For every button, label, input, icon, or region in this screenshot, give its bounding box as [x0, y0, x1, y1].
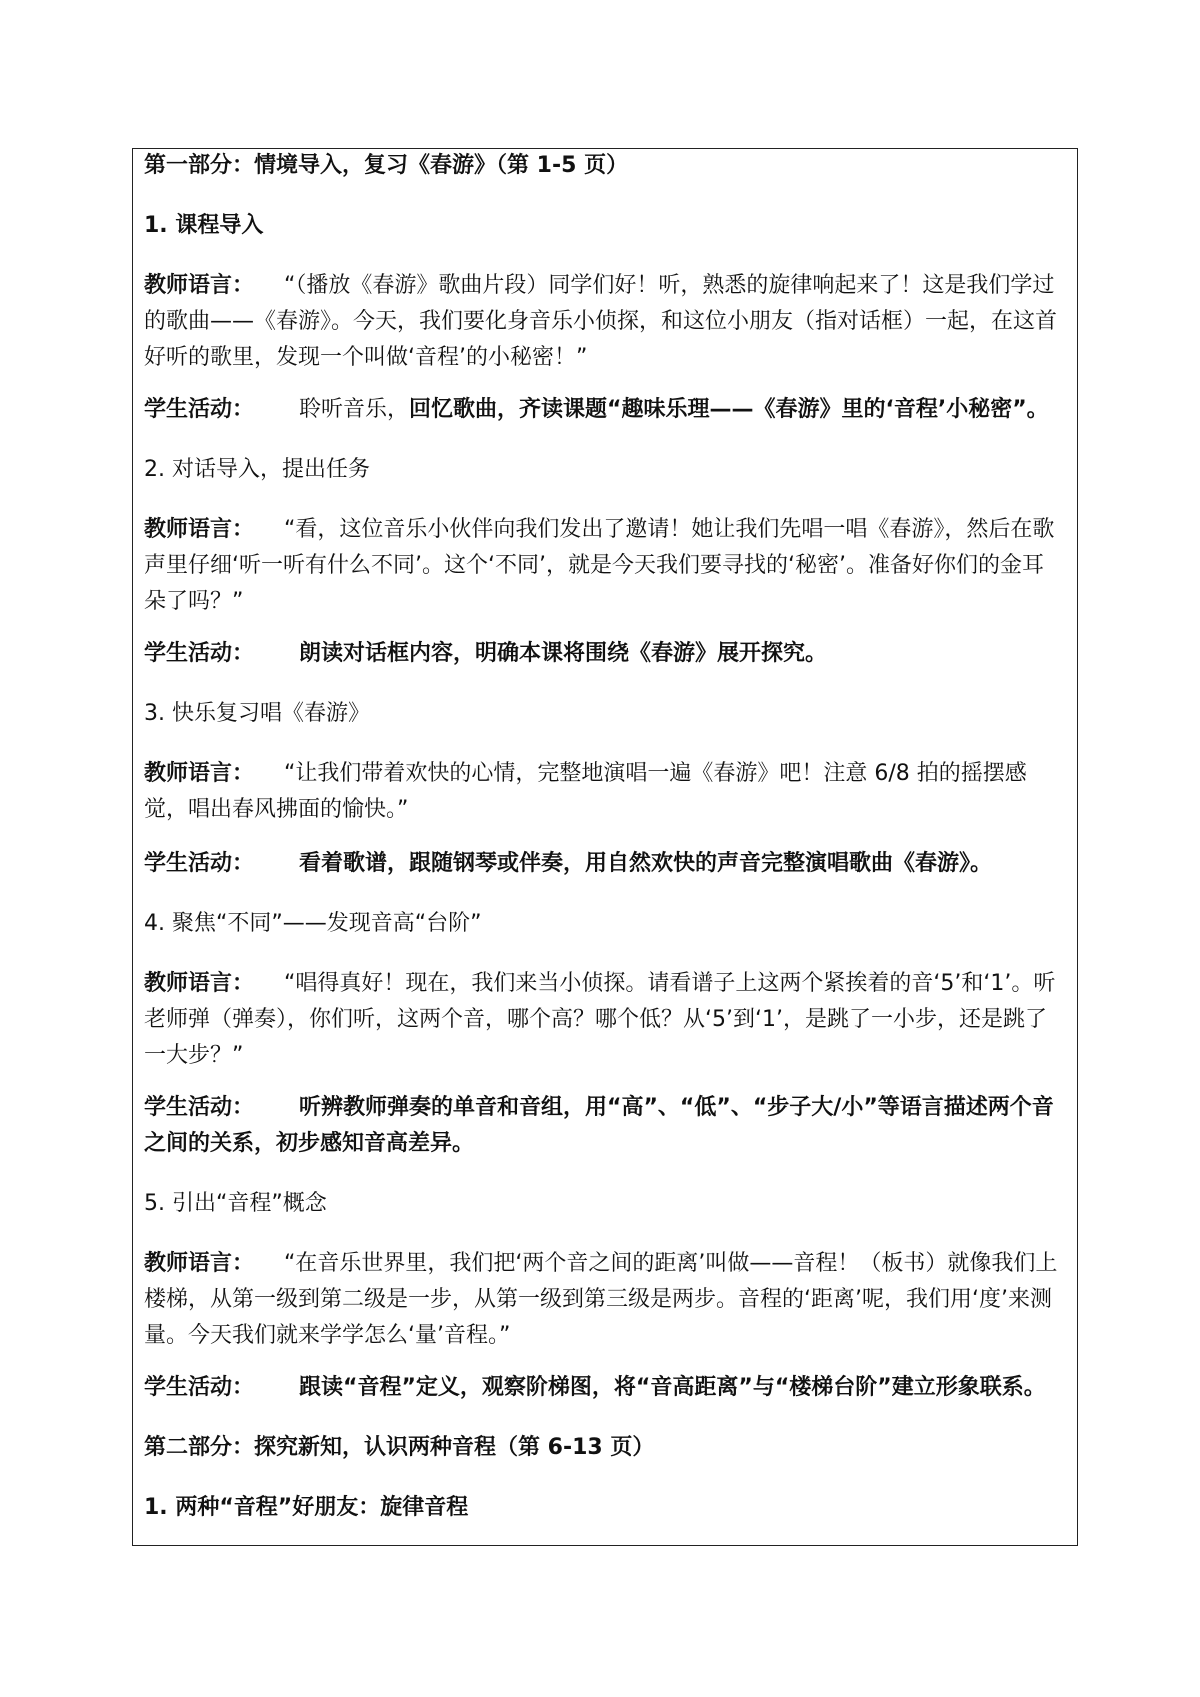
student-text-plain: 聆听音乐，	[299, 397, 410, 422]
section1-heading: 1. 课程导入	[144, 213, 264, 238]
student-text-bold: 看着歌谱，跟随钢琴或伴奏，用自然欢快的声音完整演唱歌曲《春游》。	[299, 851, 993, 876]
section3-heading: 3. 快乐复习唱《春游》	[144, 701, 370, 726]
student-text-bold: 朗读对话框内容，明确本课将围绕《春游》展开探究。	[299, 641, 828, 666]
teacher-text: “看，这位音乐小伙伴向我们发出了邀请！她让我们先唱一唱《春游》，然后在歌声里仔细‘听一听有什么不同’。这个‘不同’，就是今天我们要寻找的‘秘密’。准备好你们的金耳朵了吗？”	[144, 517, 1055, 614]
section2-teacher-paragraph	[144, 512, 1064, 620]
student-label: 学生活动：	[144, 851, 255, 876]
teacher-text: “（播放《春游》歌曲片段）同学们好！听，熟悉的旋律响起来了！这是我们学过的歌曲——《春游》。今天，我们要化身音乐小侦探，和这位小朋友（指对话框）一起，在这首好听的歌里，发现一个叫做‘音程’的小秘密！”	[144, 273, 1058, 370]
student-text-bold: 听辨教师弹奏的单音和音组，用“高”、“低”、“步子大/小”等语言描述两个音之间的关系，初步感知音高差异。	[144, 1095, 1054, 1156]
section5-heading: 5. 引出“音程”概念	[144, 1191, 327, 1216]
teacher-text: “让我们带着欢快的心情，完整地演唱一遍《春游》吧！注意 6/8 拍的摇摆感觉，唱出春风拂面的愉快。”	[144, 761, 1027, 822]
section4-teacher-paragraph	[144, 966, 1064, 1074]
student-label: 学生活动：	[144, 397, 255, 422]
student-label: 学生活动：	[144, 641, 255, 666]
part2-sub-heading: 1. 两种“音程”好朋友：旋律音程	[144, 1495, 469, 1520]
student-text-bold: 回忆歌曲，齐读课题“趣味乐理——《春游》里的‘音程’小秘密”。	[409, 397, 1049, 422]
section1-teacher-paragraph	[144, 268, 1064, 376]
teacher-text: “唱得真好！现在，我们来当小侦探。请看谱子上这两个紧挨着的音‘5’和‘1’。听老师弹（弹奏），你们听，这两个音，哪个高？哪个低？从‘5’到‘1’，是跳了一小步，还是跳了一大步？”	[144, 971, 1056, 1068]
student-label: 学生活动：	[144, 1375, 255, 1400]
section4-student-paragraph	[144, 1090, 1064, 1162]
section2-student-paragraph	[144, 636, 1074, 672]
section3-student-paragraph	[144, 846, 1074, 882]
teacher-label: 教师语言：	[144, 517, 255, 542]
part1-title: 第一部分：情境导入，复习《春游》（第 1-5 页）	[144, 153, 629, 178]
section2-heading: 2. 对话导入，提出任务	[144, 457, 370, 482]
section3-teacher-paragraph	[144, 756, 1064, 828]
part2-title: 第二部分：探究新知，认识两种音程（第 6-13 页）	[144, 1435, 655, 1460]
section5-teacher-paragraph	[144, 1246, 1064, 1354]
teacher-text: “在音乐世界里，我们把‘两个音之间的距离’叫做——音程！（板书）就像我们上楼梯，从第一级到第二级是一步，从第一级到第三级是两步。音程的‘距离’呢，我们用‘度’来测量。今天我们就来学学怎么‘量’音程。”	[144, 1251, 1058, 1348]
teacher-label: 教师语言：	[144, 971, 255, 996]
section4-heading: 4. 聚焦“不同”——发现音高“台阶”	[144, 911, 482, 936]
student-text-bold: 跟读“音程”定义，观察阶梯图，将“音高距离”与“楼梯台阶”建立形象联系。	[299, 1375, 1046, 1400]
teacher-label: 教师语言：	[144, 273, 255, 298]
teacher-label: 教师语言：	[144, 761, 255, 786]
section5-student-paragraph	[144, 1370, 1074, 1406]
student-label: 学生活动：	[144, 1095, 255, 1120]
teacher-label: 教师语言：	[144, 1251, 255, 1276]
section1-student-paragraph	[144, 392, 1074, 428]
